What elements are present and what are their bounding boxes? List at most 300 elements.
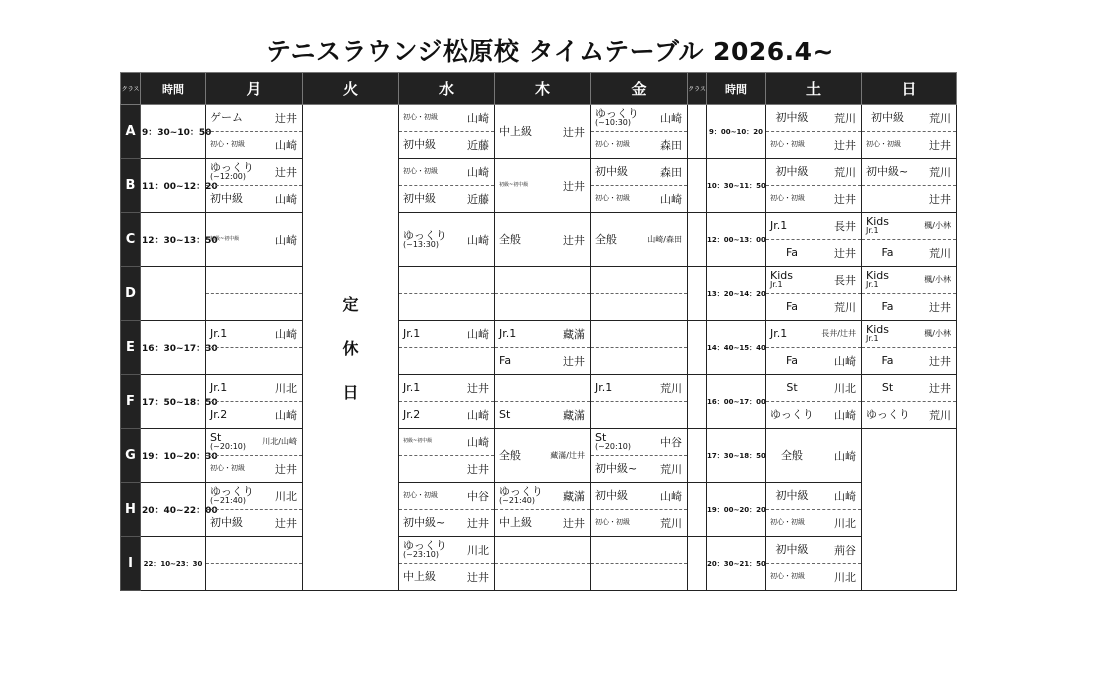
lesson-coach: 中谷 — [660, 435, 682, 449]
schedule-cell-sat — [766, 537, 862, 591]
schedule-cell-sat — [766, 429, 862, 483]
lesson-level: 初心・初級 — [770, 140, 805, 149]
lesson-note: (~12:00) — [210, 172, 246, 182]
schedule-cell-thu — [495, 105, 591, 159]
schedule-cell-fri — [591, 321, 688, 375]
lesson-slot — [206, 348, 302, 375]
schedule-cell-sun — [862, 213, 957, 267]
lesson-coach: 川北 — [834, 381, 856, 395]
schedule-cell-thu — [495, 213, 591, 267]
lesson-level: 初級~初中級 — [403, 438, 433, 445]
lesson-level: Jr.1 — [210, 380, 228, 394]
lesson-level: 初中級 — [595, 488, 628, 502]
lesson-coach: 荒川 — [929, 165, 951, 179]
lesson-level: Fa — [881, 299, 894, 313]
lesson-slot — [766, 132, 861, 159]
lesson-slot — [862, 321, 956, 348]
header-fri: 金 — [591, 73, 688, 105]
weekday-time: 17：50~18：50 — [141, 375, 206, 429]
lesson-coach: 荒川 — [660, 381, 682, 395]
lesson-level: 初中級 — [403, 137, 436, 151]
schedule-cell-wed — [399, 375, 495, 429]
lesson-note: (~10:30) — [595, 118, 631, 128]
schedule-cell-wed — [399, 321, 495, 375]
lesson-slot — [591, 348, 687, 375]
lesson-level: 初心・初級 — [770, 572, 805, 581]
lesson-slot — [399, 375, 494, 402]
lesson-level: 初中級 — [403, 191, 436, 205]
schedule-cell-mon — [206, 375, 303, 429]
lesson-level: 初心・初級 — [770, 194, 805, 203]
lesson-level: 初心・初級 — [595, 194, 630, 203]
lesson-level: 初心・初級 — [866, 140, 901, 149]
weekday-time: 22：10~23：30 — [141, 537, 206, 591]
lesson-coach: 川北/山崎 — [262, 437, 297, 447]
schedule-cell-thu — [495, 267, 591, 321]
lesson-level: Fa — [881, 245, 894, 259]
class-spacer — [688, 105, 707, 159]
lesson-slot — [495, 564, 590, 591]
header-wed: 水 — [399, 73, 495, 105]
lesson-slot — [591, 537, 687, 564]
lesson-slot — [862, 159, 956, 186]
lesson-slot — [495, 294, 590, 321]
schedule-cell-mon — [206, 429, 303, 483]
lesson-slot — [591, 483, 687, 510]
lesson-note: (~21:40) — [210, 496, 246, 506]
lesson-slot — [766, 267, 861, 294]
schedule-cell-mon — [206, 213, 303, 267]
lesson-coach: 辻井 — [563, 516, 585, 530]
schedule-cell-wed — [399, 105, 495, 159]
lesson-slot — [591, 321, 687, 348]
lesson-slot — [766, 159, 861, 186]
lesson-slot — [206, 267, 302, 294]
lesson-level: ゆっくり — [866, 407, 910, 421]
class-label: E — [121, 321, 141, 375]
header-row — [121, 73, 957, 105]
lesson-coach: 山崎 — [834, 449, 856, 463]
lesson-slot — [862, 294, 956, 321]
lesson-slot — [399, 159, 494, 186]
weekend-time: 12：00~13：00 — [707, 213, 766, 267]
lesson-note: (~20:10) — [595, 442, 631, 452]
lesson-level: 初中級 — [595, 164, 628, 178]
lesson-coach: 山崎 — [275, 408, 297, 422]
lesson-level: 中上級 — [403, 569, 436, 583]
weekend-time: 10：30~11：50 — [707, 159, 766, 213]
lesson-slot — [591, 132, 687, 159]
lesson-slot — [495, 267, 590, 294]
schedule-cell-thu — [495, 537, 591, 591]
lesson-coach: 森田 — [660, 165, 682, 179]
lesson-slot — [766, 213, 861, 240]
schedule-cell-fri — [591, 213, 688, 267]
schedule-cell-wed — [399, 213, 495, 267]
lesson-slot — [862, 105, 956, 132]
class-row-b — [121, 159, 957, 213]
class-row-g — [121, 429, 957, 483]
lesson-level: 初中級 — [775, 110, 809, 124]
lesson-slot — [766, 483, 861, 510]
lesson-coach: 長井 — [834, 219, 856, 233]
lesson-slot — [206, 564, 302, 591]
lesson-slot — [399, 186, 494, 213]
lesson-level: Fa — [785, 299, 799, 313]
lesson-coach: 辻井 — [929, 192, 951, 206]
lesson-coach: 山崎 — [467, 408, 489, 422]
lesson-slot — [399, 456, 494, 483]
lesson-slot — [862, 267, 956, 294]
lesson-coach: 山崎 — [834, 354, 856, 368]
class-row-e — [121, 321, 957, 375]
lesson-slot — [206, 510, 302, 537]
weekend-time: 20：30~21：50 — [707, 537, 766, 591]
lesson-coach: 辻井 — [834, 138, 856, 152]
closed-char: 日 — [342, 383, 359, 402]
schedule-cell-sat — [766, 105, 862, 159]
weekend-time: 13：20~14：20 — [707, 267, 766, 321]
lesson-slot — [495, 321, 590, 348]
lesson-level: ゆっくり (~23:10) — [399, 540, 451, 560]
schedule-cell-sun — [862, 321, 957, 375]
lesson-slot — [591, 402, 687, 429]
lesson-coach: 荒川 — [834, 111, 856, 125]
schedule-cell-sat — [766, 375, 862, 429]
lesson-slot — [862, 186, 956, 213]
lesson-slot — [766, 321, 861, 348]
lesson-coach: 山崎 — [275, 327, 297, 341]
lesson-note: (~21:40) — [499, 496, 535, 506]
lesson-coach: 藏滿 — [563, 408, 585, 422]
class-row-h — [121, 483, 957, 537]
lesson-coach: 藏滿/辻井 — [550, 451, 585, 460]
lesson-coach: 辻井 — [467, 381, 489, 395]
lesson-slot — [862, 213, 956, 240]
lesson-slot — [206, 537, 302, 564]
class-label: A — [121, 105, 141, 159]
lesson-coach: 辻井 — [929, 381, 951, 395]
lesson-coach: 辻井 — [275, 516, 297, 530]
lesson-coach: 荒川 — [834, 165, 856, 179]
lesson-coach: 藏滿 — [563, 327, 585, 341]
lesson-slot — [766, 240, 861, 267]
lesson-coach: 山崎 — [467, 111, 489, 125]
lesson-slot — [399, 564, 494, 591]
lesson-level: 初中級 — [775, 542, 809, 556]
lesson-level: 全般 — [499, 448, 521, 462]
lesson-level: 初中級 — [210, 515, 243, 529]
lesson-coach: 川北 — [834, 516, 856, 530]
lesson-coach: 楓/小林 — [924, 275, 951, 285]
schedule-cell-sun — [862, 105, 957, 159]
lesson-slot — [206, 213, 302, 266]
lesson-level: ゲーム — [210, 110, 243, 124]
lesson-level: 初中級~ — [595, 461, 638, 475]
tuesday-closed — [303, 105, 399, 591]
lesson-slot — [399, 429, 494, 456]
lesson-level: Jr.2 — [210, 407, 228, 421]
schedule-cell-thu — [495, 483, 591, 537]
lesson-slot — [399, 267, 494, 294]
lesson-slot — [399, 348, 494, 375]
schedule-cell-wed — [399, 483, 495, 537]
header-time: 時間 — [141, 73, 206, 105]
lesson-level: St — [499, 407, 511, 421]
lesson-slot — [206, 402, 302, 429]
lesson-coach: 辻井 — [929, 354, 951, 368]
schedule-cell-mon — [206, 267, 303, 321]
lesson-slot — [591, 564, 687, 591]
class-spacer — [688, 429, 707, 483]
timetable — [120, 72, 957, 591]
lesson-coach: 山崎 — [467, 327, 489, 341]
class-row-a — [121, 105, 957, 159]
lesson-slot — [591, 159, 687, 186]
weekday-time: 19：10~20：30 — [141, 429, 206, 483]
weekend-time: 9：00~10：20 — [707, 105, 766, 159]
weekday-time: 9：30~10：50 — [141, 105, 206, 159]
lesson-level: 初心・初級 — [595, 518, 630, 527]
lesson-coach: 山崎 — [275, 192, 297, 206]
lesson-level: ゆっくり (~10:30) — [591, 108, 644, 128]
lesson-level: ゆっくり (~12:00) — [206, 162, 259, 182]
lesson-note: Jr.1 — [770, 280, 783, 290]
lesson-level: 初級~初中級 — [210, 235, 240, 242]
lesson-level: 初心・初級 — [403, 491, 438, 500]
lesson-slot — [766, 537, 861, 564]
lesson-note: Jr.1 — [866, 226, 879, 236]
lesson-slot — [495, 510, 590, 537]
lesson-coach: 辻井 — [563, 179, 585, 193]
lesson-coach: 長井/辻井 — [821, 329, 856, 339]
lesson-coach: 荒川 — [929, 408, 951, 422]
lesson-level: Kids Jr.1 — [862, 216, 913, 236]
class-row-d — [121, 267, 957, 321]
weekend-time: 17：30~18：50 — [707, 429, 766, 483]
schedule-cell-thu — [495, 375, 591, 429]
lesson-level: Jr.1 — [595, 380, 613, 394]
lesson-slot — [862, 132, 956, 159]
schedule-cell-mon — [206, 483, 303, 537]
lesson-slot — [495, 375, 590, 402]
lesson-slot — [862, 402, 956, 429]
lesson-level: Jr.1 — [499, 326, 517, 340]
lesson-slot — [206, 483, 302, 510]
schedule-cell-mon — [206, 321, 303, 375]
lesson-level: Jr.1 — [403, 380, 421, 394]
lesson-coach: 荊谷 — [834, 543, 856, 557]
lesson-coach: 辻井 — [563, 233, 585, 247]
schedule-cell-wed — [399, 159, 495, 213]
lesson-level: 全般 — [595, 232, 617, 246]
lesson-slot — [399, 294, 494, 321]
lesson-slot — [766, 186, 861, 213]
lesson-slot — [495, 348, 590, 375]
lesson-coach: 山崎/森田 — [647, 235, 682, 244]
lesson-slot — [399, 483, 494, 510]
schedule-cell-sun — [862, 375, 957, 429]
lesson-slot — [206, 105, 302, 132]
lesson-level: Fa — [881, 353, 894, 367]
lesson-level: 初中級 — [210, 191, 243, 205]
header-time-2: 時間 — [707, 73, 766, 105]
schedule-cell-sat — [766, 483, 862, 537]
lesson-coach: 中谷 — [467, 489, 489, 503]
lesson-slot — [862, 240, 956, 267]
lesson-slot — [591, 375, 687, 402]
lesson-level: 初中級 — [775, 488, 809, 502]
class-label: B — [121, 159, 141, 213]
lesson-slot — [399, 132, 494, 159]
lesson-coach: 荒川 — [929, 111, 951, 125]
lesson-slot — [399, 510, 494, 537]
lesson-level: 中上級 — [499, 515, 532, 529]
lesson-coach: 山崎 — [467, 435, 489, 449]
lesson-level: 初級~初中級 — [499, 181, 529, 188]
schedule-cell-fri — [591, 537, 688, 591]
lesson-level: St — [881, 380, 894, 394]
lesson-slot — [495, 483, 590, 510]
lesson-coach: 山崎 — [660, 111, 682, 125]
closed-char: 定 — [342, 295, 359, 314]
lesson-slot — [399, 537, 494, 564]
schedule-cell-sat — [766, 321, 862, 375]
lesson-level: 初心・初級 — [403, 167, 438, 176]
lesson-slot — [206, 456, 302, 483]
lesson-coach: 山崎 — [275, 233, 297, 247]
class-label: F — [121, 375, 141, 429]
lesson-slot — [495, 537, 590, 564]
schedule-cell-wed — [399, 537, 495, 591]
lesson-level: Kids Jr.1 — [862, 270, 913, 290]
lesson-coach: 楓/小林 — [924, 221, 951, 231]
lesson-coach: 藏滿 — [563, 489, 585, 503]
lesson-slot — [766, 510, 861, 537]
lesson-level: Kids Jr.1 — [766, 270, 818, 290]
lesson-slot — [591, 456, 687, 483]
lesson-level: Fa — [499, 353, 512, 367]
schedule-cell-fri — [591, 159, 688, 213]
lesson-slot — [766, 564, 861, 591]
lesson-coach: 辻井 — [563, 354, 585, 368]
weekday-time — [141, 267, 206, 321]
header-sat: 土 — [766, 73, 862, 105]
lesson-coach: 山崎 — [660, 489, 682, 503]
lesson-slot — [206, 294, 302, 321]
lesson-slot — [399, 321, 494, 348]
schedule-cell-sun — [862, 267, 957, 321]
class-label: C — [121, 213, 141, 267]
lesson-slot — [495, 213, 590, 266]
lesson-slot — [766, 348, 861, 375]
header-class-2: クラス — [688, 73, 707, 105]
lesson-coach: 山崎 — [834, 489, 856, 503]
lesson-coach: 森田 — [660, 138, 682, 152]
lesson-note: (~23:10) — [403, 550, 439, 560]
schedule-cell-thu — [495, 321, 591, 375]
lesson-slot — [591, 267, 687, 294]
lesson-level: ゆっくり (~13:30) — [399, 230, 451, 250]
lesson-slot — [495, 429, 590, 482]
class-spacer — [688, 375, 707, 429]
header-class: クラス — [121, 73, 141, 105]
lesson-level: St (~20:10) — [591, 432, 644, 452]
class-label: H — [121, 483, 141, 537]
lesson-slot — [399, 105, 494, 132]
weekday-time: 11：00~12：20 — [141, 159, 206, 213]
lesson-level: 初心・初級 — [595, 140, 630, 149]
schedule-cell-fri — [591, 267, 688, 321]
lesson-slot — [766, 429, 861, 482]
lesson-slot — [591, 213, 687, 266]
header-sun: 日 — [862, 73, 957, 105]
lesson-level: ゆっくり (~21:40) — [206, 486, 259, 506]
lesson-level: Fa — [785, 245, 799, 259]
closed-char: 休 — [342, 339, 359, 358]
lesson-coach: 山崎 — [660, 192, 682, 206]
schedule-cell-fri — [591, 375, 688, 429]
class-spacer — [688, 321, 707, 375]
lesson-level: St — [786, 380, 798, 394]
lesson-coach: 長井 — [834, 273, 856, 287]
lesson-coach: 楓/小林 — [924, 329, 951, 339]
lesson-slot — [591, 186, 687, 213]
lesson-slot — [591, 294, 687, 321]
class-row-i — [121, 537, 957, 591]
lesson-coach: 辻井 — [929, 300, 951, 314]
lesson-coach: 山崎 — [467, 165, 489, 179]
lesson-coach: 川北 — [834, 570, 856, 584]
lesson-level: 中上級 — [499, 124, 532, 138]
lesson-level: 初心・初級 — [403, 113, 438, 122]
lesson-coach: 辻井 — [275, 462, 297, 476]
lesson-level: 全般 — [499, 232, 521, 246]
lesson-coach: 荒川 — [929, 246, 951, 260]
lesson-coach: 荒川 — [660, 462, 682, 476]
lesson-coach: 辻井 — [467, 462, 489, 476]
lesson-slot — [399, 213, 494, 266]
lesson-slot — [495, 402, 590, 429]
lesson-coach: 辻井 — [467, 570, 489, 584]
class-spacer — [688, 483, 707, 537]
schedule-cell-sat — [766, 267, 862, 321]
lesson-slot — [591, 105, 687, 132]
weekend-time: 14：40~15：40 — [707, 321, 766, 375]
class-label: G — [121, 429, 141, 483]
lesson-slot — [495, 159, 590, 212]
lesson-coach: 川北 — [467, 543, 489, 557]
class-label: D — [121, 267, 141, 321]
lesson-coach: 川北 — [275, 489, 297, 503]
lesson-level: Jr.1 — [403, 326, 421, 340]
lesson-level: Kids Jr.1 — [862, 324, 913, 344]
lesson-coach: 辻井 — [834, 192, 856, 206]
lesson-note: (~20:10) — [210, 442, 246, 452]
lesson-slot — [766, 105, 861, 132]
lesson-coach: 荒川 — [834, 300, 856, 314]
lesson-slot — [206, 159, 302, 186]
lesson-level: Jr.1 — [210, 326, 228, 340]
lesson-level: 初中級 — [775, 164, 809, 178]
class-row-f — [121, 375, 957, 429]
lesson-slot — [206, 186, 302, 213]
lesson-slot — [206, 132, 302, 159]
lesson-coach: 辻井 — [275, 111, 297, 125]
lesson-coach: 山崎 — [275, 138, 297, 152]
schedule-cell-thu — [495, 159, 591, 213]
lesson-slot — [766, 294, 861, 321]
